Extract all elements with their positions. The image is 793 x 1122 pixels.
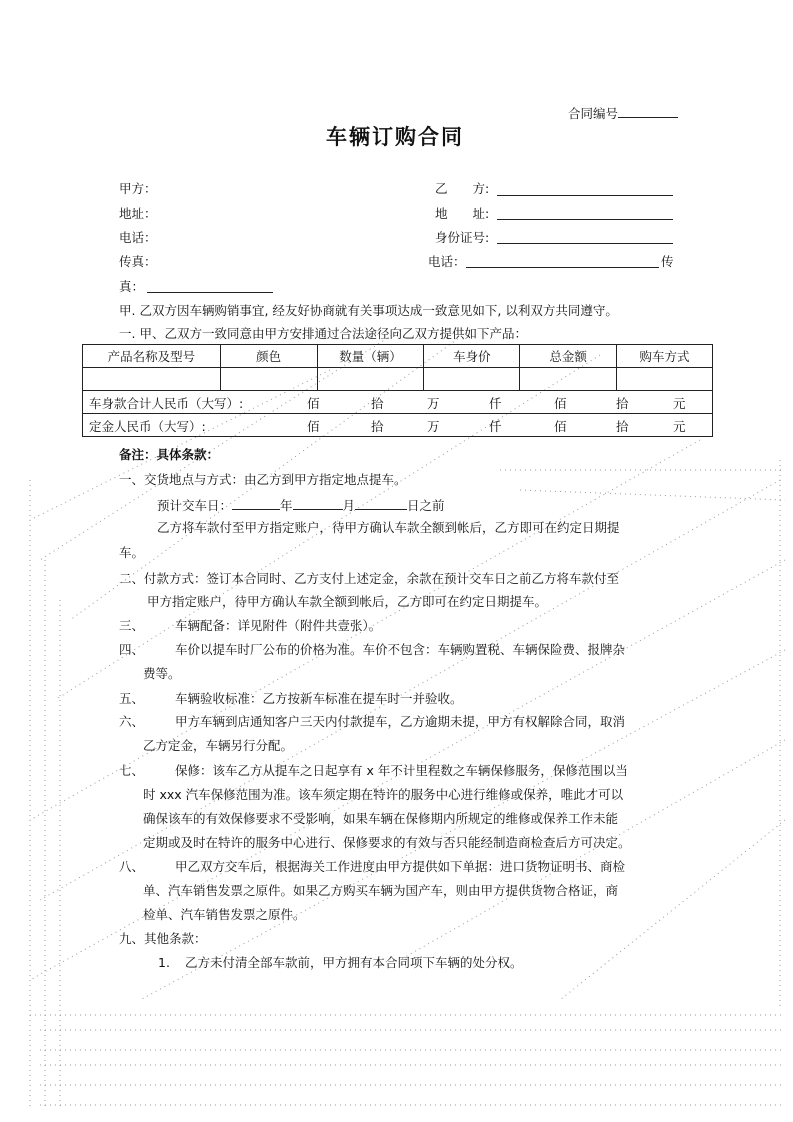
- table-header: 购车方式: [617, 345, 713, 368]
- clause-text: 车辆配备：详见附件（附件共壹张）。: [175, 618, 382, 633]
- party-a-label: 甲方：: [119, 181, 157, 196]
- clause-number: 四、: [119, 642, 145, 657]
- deposit-amount-row: [83, 414, 713, 437]
- unit-label: 拾: [616, 419, 629, 434]
- table-header: 数量（辆）: [317, 345, 424, 368]
- table-header-row: [83, 345, 713, 368]
- table-cell[interactable]: [424, 368, 520, 391]
- clause-text: 车辆验收标准：乙方按新车标准在提车时一并验收。: [175, 691, 463, 706]
- other-term-text: 乙方未付清全部车款前，甲方拥有本合同项下车辆的处分权。: [185, 955, 523, 970]
- payment-clause-text: 甲方指定账户，待甲方确认车款全额到帐后，乙方即可在约定日期提车。: [147, 594, 548, 609]
- clause-text: 保修：该车乙方从提车之日起享有 x 年不计里程数之车辆保修服务，保修范围以当: [175, 763, 628, 778]
- clause-1-text: 一. 甲、乙双方一致同意由甲方安排通过合法途径向乙双方提供如下产品：: [119, 326, 527, 341]
- party-b-id-field[interactable]: [497, 230, 673, 244]
- party-b-field[interactable]: [497, 182, 673, 196]
- intro-text: 甲. 乙双方因车辆购销事宜, 经友好协商就有关事项达成一致意见如下, 以利双方共同遵守。: [119, 303, 618, 318]
- delivery-month-field[interactable]: [293, 496, 343, 510]
- total-amount-row: [83, 391, 713, 414]
- table-header: 产品名称及型号: [83, 345, 221, 368]
- party-b-address-field[interactable]: [497, 206, 673, 220]
- party-b-fax-label: 传: [661, 254, 674, 269]
- clause-text: 费等。: [143, 666, 181, 681]
- delivery-date-label: 预计交车日：: [157, 498, 233, 513]
- unit-label: 佰: [307, 396, 320, 411]
- unit-label: 仟: [489, 419, 502, 434]
- clause-text: 车价以提车时厂公布的价格为准。车价不包含：车辆购置税、车辆保险费、报牌杂: [175, 642, 626, 657]
- unit-label: 万: [427, 396, 440, 411]
- party-b-id-label: 身份证号:: [435, 230, 490, 245]
- unit-label: 万: [427, 419, 440, 434]
- table-cell[interactable]: [220, 368, 317, 391]
- clause-text: 乙方定金，车辆另行分配。: [143, 738, 294, 753]
- clause-number: 八、: [119, 859, 145, 874]
- delivery-month-label: 月: [342, 498, 356, 513]
- unit-label: 仟: [489, 396, 502, 411]
- party-b-label: 乙 方:: [435, 181, 490, 196]
- party-b-fax-label-cont: 真：: [119, 279, 145, 294]
- delivery-year-label: 年: [280, 498, 293, 513]
- unit-label: 元: [673, 396, 686, 411]
- party-a-fax-label: 传真：: [119, 254, 157, 269]
- unit-label: 拾: [371, 396, 384, 411]
- party-a-phone-label: 电话：: [119, 230, 157, 245]
- remarks-heading: 备注：具体条款：: [119, 447, 220, 462]
- table-cell[interactable]: [520, 368, 617, 391]
- party-b-address-label: 地 址:: [435, 206, 490, 221]
- unit-label: 佰: [554, 419, 567, 434]
- delivery-day-field[interactable]: [355, 496, 407, 510]
- table-header: 总金额: [520, 345, 617, 368]
- clause-text: 定期或及时在特许的服务中心进行、保修要求的有效与否只能经制造商检查后方可决定。: [143, 835, 631, 850]
- contract-number-field[interactable]: [618, 104, 678, 118]
- total-amount-label: 车身款合计人民币（大写）:: [89, 396, 244, 411]
- table-header: 车身价: [424, 345, 520, 368]
- delivery-clause: 一、交货地点与方式：由乙方到甲方指定地点提车。: [119, 472, 407, 487]
- clause-text: 时 xxx 汽车保修范围为准。该车须定期在特许的服务中心进行维修或保养，唯此才可以: [143, 787, 624, 802]
- clause-text: 单、汽车销售发票之原件。如果乙方购买车辆为国产车，则由甲方提供货物合格证，商: [143, 883, 619, 898]
- unit-label: 拾: [371, 419, 384, 434]
- unit-label: 佰: [307, 419, 320, 434]
- contract-number-label: 合同编号: [568, 106, 619, 121]
- clause-number: 七、: [119, 763, 145, 778]
- clause-text: 检单、汽车销售发票之原件。: [143, 907, 306, 922]
- clause-number: 五、: [119, 691, 145, 706]
- unit-label: 元: [673, 419, 686, 434]
- payment-clause: 二、付款方式：签订本合同时、乙方支付上述定金，余款在预计交车日之前乙方将车款付至: [119, 571, 620, 586]
- page-title: 车辆订购合同: [326, 125, 464, 149]
- table-cell[interactable]: [83, 368, 221, 391]
- clause-text: 甲方车辆到店通知客户三天内付款提车，乙方逾期未提，甲方有权解除合同，取消: [175, 714, 626, 729]
- table-cell[interactable]: [617, 368, 713, 391]
- delivery-clause-text: 乙方将车款付至甲方指定账户，待甲方确认车款全额到帐后，乙方即可在约定日期提: [157, 520, 620, 535]
- unit-label: 拾: [616, 396, 629, 411]
- party-b-phone-label: 电话：: [428, 254, 466, 269]
- delivery-year-field[interactable]: [232, 496, 280, 510]
- other-term-number: 1.: [158, 955, 170, 970]
- party-b-fax-field[interactable]: [147, 279, 273, 293]
- table-header: 颜色: [220, 345, 317, 368]
- clause-number: 六、: [119, 714, 145, 729]
- party-b-phone-field[interactable]: [466, 254, 659, 268]
- other-terms-heading: 九、其他条款：: [119, 931, 207, 946]
- delivery-day-label: 日之前: [407, 498, 445, 513]
- delivery-date: [157, 496, 445, 514]
- product-table: [82, 344, 713, 437]
- unit-label: 佰: [554, 396, 567, 411]
- clause-number: 三、: [119, 618, 145, 633]
- clause-text: 甲乙双方交车后，根据海关工作进度由甲方提供如下单据：进口货物证明书、商检: [175, 859, 626, 874]
- deposit-amount-label: 定金人民币（大写）:: [89, 419, 206, 434]
- table-row: [83, 368, 713, 391]
- party-a-address-label: 地址：: [119, 206, 157, 221]
- contract-number: [568, 104, 678, 122]
- table-cell[interactable]: [317, 368, 424, 391]
- clause-text: 确保该车的有效保修要求不受影响，如果车辆在保修期内所规定的维修或保养工作未能: [143, 811, 619, 826]
- delivery-clause-text: 车。: [119, 545, 145, 560]
